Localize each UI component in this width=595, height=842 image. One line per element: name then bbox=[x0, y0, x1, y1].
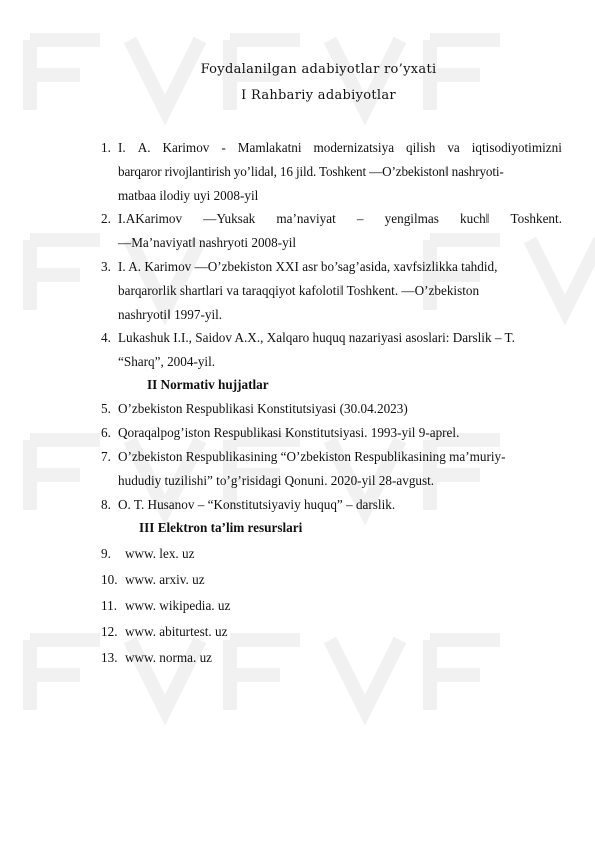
list-item-line bbox=[118, 141, 562, 154]
list-item-line: ―Ma’naviyat‖ nashryoti 2008-yil bbox=[118, 235, 297, 250]
list-item-line: O’zbekiston Respublikasi Konstitutsiyasi (30.04.2023) bbox=[118, 401, 408, 416]
link-norma[interactable]: www. norma. uz bbox=[125, 650, 213, 665]
word: va bbox=[447, 140, 460, 155]
word: - bbox=[221, 140, 226, 155]
item-number: 13. bbox=[101, 650, 118, 665]
list-item-line: I. A. Karimov ―O’zbekiston XXI asr bo’sag’asida, xavfsizlikka tahdid, bbox=[118, 259, 498, 274]
word: I.AKarimov bbox=[118, 211, 183, 226]
word: – bbox=[356, 211, 364, 226]
list-item-line: matbaa ilodiy uyi 2008-yil bbox=[118, 188, 259, 203]
page-title: Foydalanilgan adabiyotlar ro’yxati bbox=[200, 62, 437, 77]
item-number: 3. bbox=[101, 259, 111, 274]
list-item-line: barqarorlik shartlari va taraqqiyot kafoloti‖ Toshkent. ―O’zbekiston bbox=[118, 283, 480, 298]
list-item-line: hududiy tuzilishi” to’g’risidagi Qonuni. 2020-yil 28-avgust. bbox=[118, 473, 435, 488]
word: Mamlakatni bbox=[237, 140, 302, 155]
list-item-line: O’zbekiston Respublikasining “O’zbekiston Respublikasining ma’muriy- bbox=[118, 449, 506, 464]
link-abiturtest[interactable]: www. abiturtest. uz bbox=[125, 624, 228, 639]
word: A. bbox=[137, 140, 151, 155]
word: Karimov bbox=[162, 140, 210, 155]
list-item-line: “Sharq”, 2004-yil. bbox=[118, 354, 216, 369]
word: yengilmas bbox=[384, 211, 439, 226]
item-number: 1. bbox=[101, 140, 111, 155]
word: I. bbox=[118, 140, 126, 155]
word: qilish bbox=[406, 140, 436, 155]
link-lex[interactable]: www. lex. uz bbox=[125, 546, 195, 561]
list-item-line bbox=[118, 212, 562, 225]
list-item-line: Qoraqalpog’iston Respublikasi Konstitutsiyasi. 1993-yil 9-aprel. bbox=[118, 425, 460, 440]
link-arxiv[interactable]: www. arxiv. uz bbox=[125, 572, 205, 587]
word: ―Yuksak bbox=[203, 211, 256, 226]
link-wikipedia[interactable]: www. wikipedia. uz bbox=[125, 598, 231, 613]
item-number: 9. bbox=[101, 546, 111, 561]
word: modernizatsiya bbox=[313, 140, 395, 155]
list-item-line: Lukashuk I.I., Saidov A.X., Xalqaro huquq nazariyasi asoslari: Darslik – T. bbox=[118, 330, 515, 345]
list-item-line: barqaror rivojlantirish yo’lida‖, 16 jild. Toshkent ―O’zbekiston‖ nashryoti- bbox=[118, 164, 504, 179]
section-heading: II Normativ hujjatlar bbox=[147, 377, 269, 392]
word: ma’naviyat bbox=[276, 211, 336, 226]
item-number: 6. bbox=[101, 425, 111, 440]
item-number: 4. bbox=[101, 330, 111, 345]
list-item-line: O. T. Husanov – “Konstitutsiyaviy huquq” – darslik. bbox=[118, 497, 396, 512]
item-number: 11. bbox=[101, 598, 117, 613]
word: iqtisodiyotimizni bbox=[471, 140, 562, 155]
section-heading: III Elektron ta’lim resurslari bbox=[139, 520, 303, 535]
word: Toshkent. bbox=[510, 211, 562, 226]
item-number: 8. bbox=[101, 497, 111, 512]
list-item-line: nashryoti‖ 1997-yil. bbox=[118, 307, 223, 322]
word: kuch‖ bbox=[460, 211, 490, 226]
item-number: 7. bbox=[101, 449, 111, 464]
item-number: 10. bbox=[101, 572, 118, 587]
item-number: 2. bbox=[101, 211, 111, 226]
page-subtitle: I Rahbariy adabiyotlar bbox=[241, 88, 396, 103]
item-number: 5. bbox=[101, 401, 111, 416]
item-number: 12. bbox=[101, 624, 118, 639]
